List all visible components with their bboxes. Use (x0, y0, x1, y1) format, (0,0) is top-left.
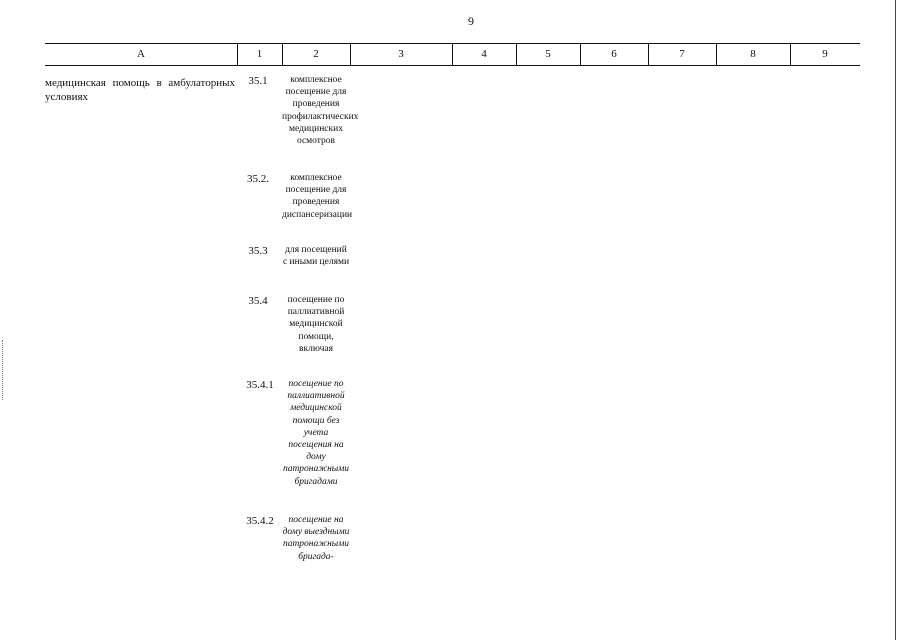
row-code: 35.4.1 (246, 379, 274, 391)
row-description: посещение на дому выездными патронажными бригада- (282, 515, 350, 562)
row-description: комплексное посещение для проведения профилактических медицинских осмотров (282, 75, 359, 147)
row-description: посещение по паллиативной медицинской помощи, включая (287, 295, 345, 354)
row-description: для посещений с иными целями (282, 245, 350, 268)
column-header-5: 5 (545, 48, 551, 60)
scan-marks (2, 340, 5, 400)
page-edge (895, 0, 896, 640)
column-header-1: 1 (256, 48, 263, 60)
column-header-6: 6 (611, 48, 617, 60)
row-description: посещение по паллиативной медицинской помощи без учета посещения на дому патронажными бригадами (282, 379, 350, 487)
row-code: 35.4.2 (246, 515, 274, 527)
row-description: комплексное посещение для проведения диспансеризации (282, 173, 353, 220)
column-header-2: 2 (313, 48, 319, 60)
row-code: 35.2. (247, 173, 269, 185)
row-code: 35.4 (248, 295, 268, 307)
table-header (45, 43, 860, 65)
column-header-a: А (137, 48, 145, 60)
column-header-3: 3 (398, 48, 404, 60)
page-number: 9 (468, 14, 474, 28)
column-header-9: 9 (822, 48, 828, 60)
row-code: 35.1 (248, 75, 268, 87)
row-code: 35.3 (248, 245, 268, 257)
column-header-4: 4 (481, 48, 487, 60)
row-category-label: медицинская помощь в амбулаторных условиях (45, 77, 235, 103)
column-header-7: 7 (679, 48, 685, 60)
column-header-8: 8 (750, 48, 756, 60)
